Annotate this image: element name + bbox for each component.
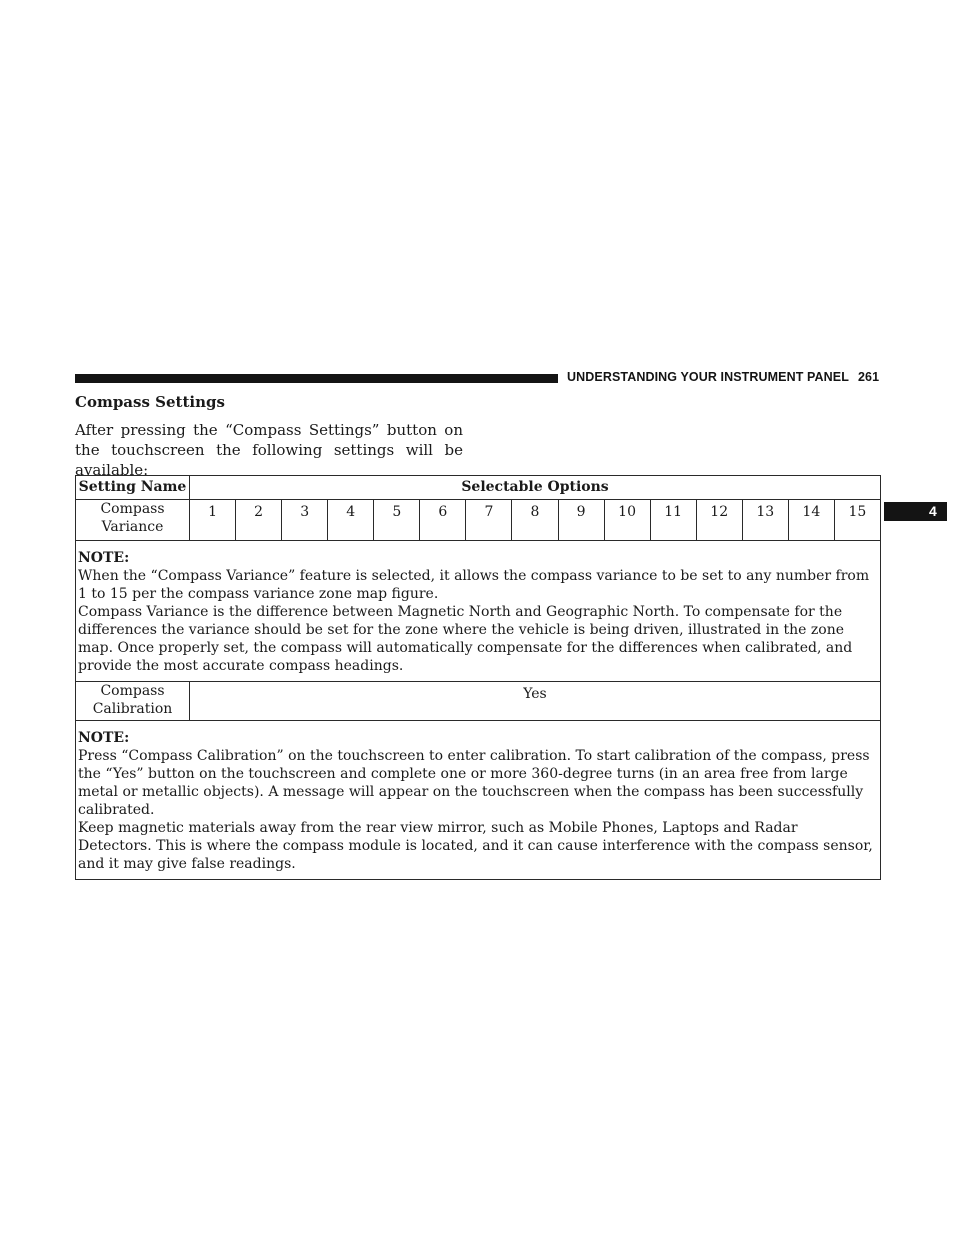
variance-option: 5 bbox=[374, 500, 420, 541]
running-header bbox=[567, 370, 879, 384]
setting-name-compass-variance: Compass Variance bbox=[76, 500, 190, 541]
note-text: When the “Compass Variance” feature is selected, it allows the compass variance to be set to any number from 1 to 15 per the compass variance zone map figure. bbox=[78, 568, 870, 602]
variance-option: 14 bbox=[788, 500, 834, 541]
calibration-option: Yes bbox=[190, 682, 881, 721]
chapter-tab: 4 bbox=[884, 502, 947, 521]
variance-option: 3 bbox=[282, 500, 328, 541]
variance-option: 10 bbox=[604, 500, 650, 541]
intro-paragraph: After pressing the “Compass Settings” button on the touchscreen the following settings will be available: bbox=[75, 421, 463, 479]
variance-option: 7 bbox=[466, 500, 512, 541]
header-rule bbox=[75, 374, 558, 383]
variance-option: 1 bbox=[190, 500, 236, 541]
variance-option: 15 bbox=[834, 500, 880, 541]
note-text: Compass Variance is the difference between Magnetic North and Geographic North. To compensate for the differences the variance should be set for the zone where the vehicle is being driven, illustrated in the zone map. Once properly set, the compass will automatically compensate for the differences when calibrated, and provide the most accurate compass headings. bbox=[78, 604, 853, 674]
header-selectable-options: Selectable Options bbox=[190, 476, 881, 500]
table-row-compass-calibration bbox=[76, 682, 881, 721]
header-setting-name: Setting Name bbox=[76, 476, 190, 500]
section-title: Compass Settings bbox=[75, 393, 225, 411]
table-header-row bbox=[76, 476, 881, 500]
variance-option: 11 bbox=[650, 500, 696, 541]
setting-name-compass-calibration: Compass Calibration bbox=[76, 682, 190, 721]
header-title: UNDERSTANDING YOUR INSTRUMENT PANEL bbox=[567, 370, 849, 384]
note-label: NOTE: bbox=[78, 550, 130, 566]
page-number: 261 bbox=[857, 370, 880, 384]
note-label: NOTE: bbox=[78, 730, 130, 746]
note-text: Keep magnetic materials away from the rear view mirror, such as Mobile Phones, Laptops and Radar Detectors. This is where the compass module is located, and it can cause interference with the compass sensor, and it may give false readings. bbox=[78, 820, 873, 872]
calibration-note bbox=[76, 721, 881, 880]
variance-option: 6 bbox=[420, 500, 466, 541]
variance-note bbox=[76, 541, 881, 682]
settings-table bbox=[75, 475, 881, 880]
note-text: Press “Compass Calibration” on the touchscreen to enter calibration. To start calibration of the compass, press the “Yes” button on the touchscreen and complete one or more 360-degree turns (in an area free from large metal or metallic objects). A message will appear on the touchscreen when the compass has been successfully calibrated. bbox=[78, 748, 870, 818]
variance-option: 4 bbox=[328, 500, 374, 541]
table-row-calibration-note bbox=[76, 721, 881, 880]
variance-option: 2 bbox=[236, 500, 282, 541]
table-row-variance-note bbox=[76, 541, 881, 682]
variance-option: 8 bbox=[512, 500, 558, 541]
variance-option: 13 bbox=[742, 500, 788, 541]
variance-option: 12 bbox=[696, 500, 742, 541]
variance-option: 9 bbox=[558, 500, 604, 541]
table-row-compass-variance bbox=[76, 500, 881, 541]
